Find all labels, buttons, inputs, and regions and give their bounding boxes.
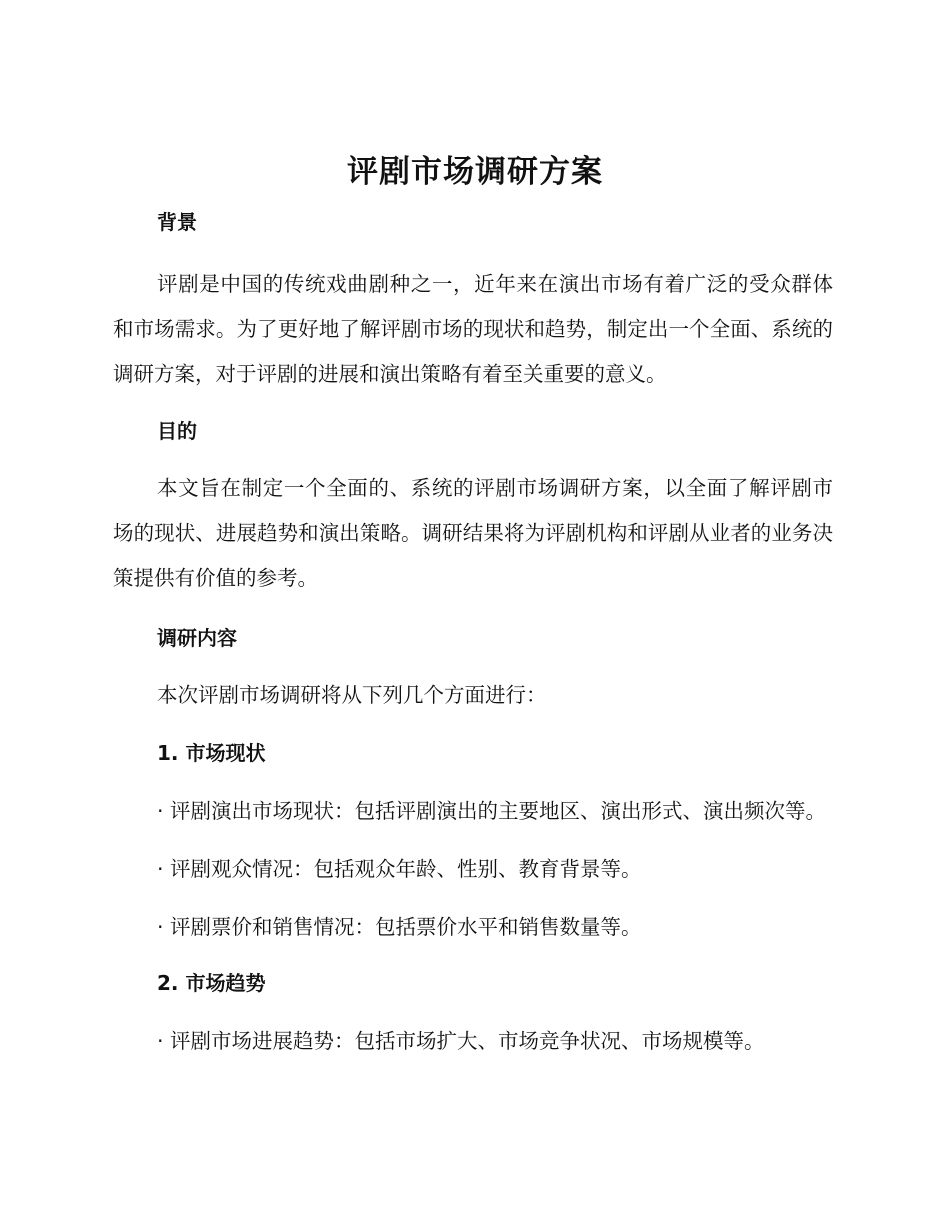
section-heading-purpose: 目的 bbox=[157, 419, 197, 443]
bullet-item: · 评剧观众情况：包括观众年龄、性别、教育背景等。 bbox=[157, 857, 642, 881]
bullet-item: · 评剧演出市场现状：包括评剧演出的主要地区、演出形式、演出频次等。 bbox=[157, 799, 827, 823]
section-heading-background: 背景 bbox=[157, 210, 197, 234]
purpose-paragraph: 本文旨在制定一个全面的、系统的评剧市场调研方案，以全面了解评剧市场的现状、进展趋势和演出策略。调研结果将为评剧机构和评剧从业者的业务决策提供有价值的参考。 bbox=[113, 476, 833, 590]
bullet-item: · 评剧市场进展趋势：包括市场扩大、市场竞争状况、市场规模等。 bbox=[157, 1029, 765, 1053]
subsection-heading-market-trend: 2. 市场趋势 bbox=[157, 971, 266, 995]
subsection-heading-market-status: 1. 市场现状 bbox=[157, 741, 266, 765]
section-heading-content: 调研内容 bbox=[157, 626, 237, 650]
bullet-item: · 评剧票价和销售情况：包括票价水平和销售数量等。 bbox=[157, 915, 642, 939]
document-body bbox=[113, 202, 833, 1064]
content-intro: 本次评剧市场调研将从下列几个方面进行： bbox=[157, 683, 547, 707]
background-paragraph: 评剧是中国的传统戏曲剧种之一，近年来在演出市场有着广泛的受众群体和市场需求。为了更好地了解评剧市场的现状和趋势，制定出一个全面、系统的调研方案，对于评剧的进展和演出策略有着至关重要的意义。 bbox=[113, 272, 833, 386]
document-title: 评剧市场调研方案 bbox=[347, 154, 603, 190]
